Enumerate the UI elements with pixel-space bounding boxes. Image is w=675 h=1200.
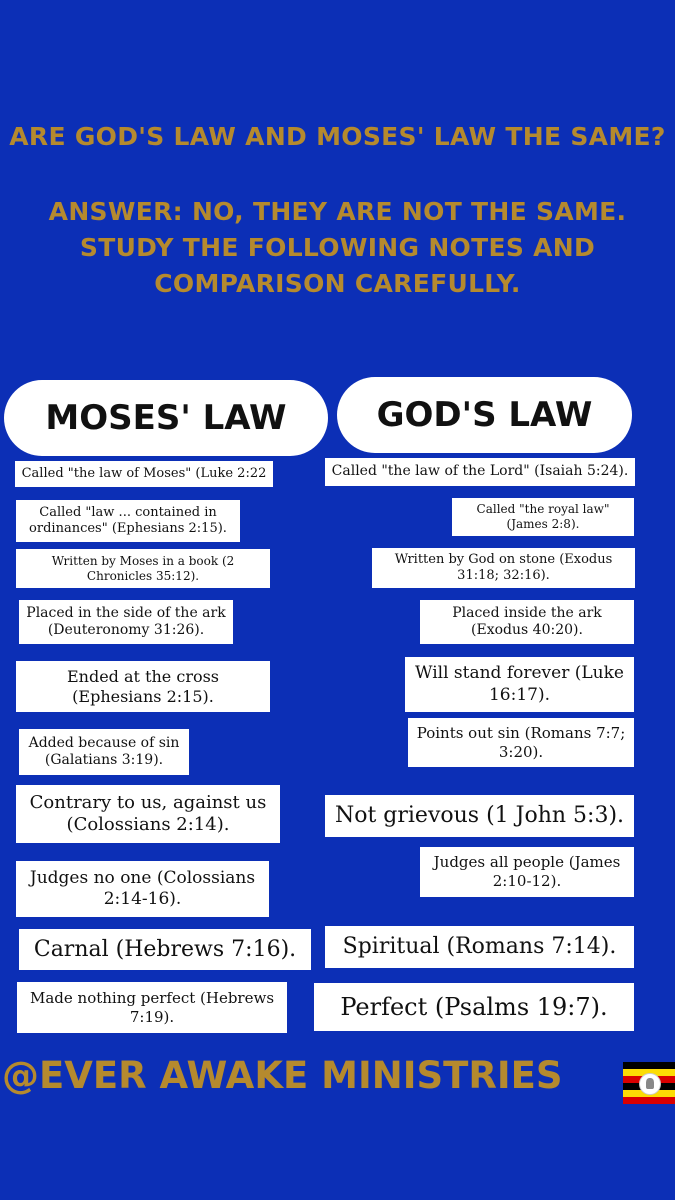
ministry-signature: @EVER AWAKE MINISTRIES bbox=[2, 1054, 563, 1097]
uganda-flag-icon bbox=[623, 1062, 675, 1104]
god-note: Placed inside the ark (Exodus 40:20). bbox=[420, 600, 634, 644]
moses-note: Called "the law of Moses" (Luke 2:22 bbox=[15, 461, 273, 487]
god-note: Perfect (Psalms 19:7). bbox=[314, 983, 634, 1031]
moses-note: Judges no one (Colossians 2:14-16). bbox=[16, 861, 269, 917]
god-note: Points out sin (Romans 7:7; 3:20). bbox=[408, 718, 634, 767]
moses-note: Ended at the cross (Ephesians 2:15). bbox=[16, 661, 270, 712]
moses-note: Written by Moses in a book (2 Chronicles 35:12). bbox=[16, 549, 270, 588]
moses-note: Carnal (Hebrews 7:16). bbox=[19, 929, 311, 970]
god-note: Judges all people (James 2:10-12). bbox=[420, 847, 634, 897]
god-note: Called "the royal law" (James 2:8). bbox=[452, 498, 634, 536]
answer-heading: ANSWER: NO, THEY ARE NOT THE SAME. STUDY THE FOLLOWING NOTES AND COMPARISON CAREFULLY. bbox=[48, 197, 627, 298]
god-note: Not grievous (1 John 5:3). bbox=[325, 795, 634, 837]
moses-note: Placed in the side of the ark (Deuteronomy 31:26). bbox=[19, 600, 233, 644]
god-note: Called "the law of the Lord" (Isaiah 5:24). bbox=[325, 458, 635, 486]
god-note: Spiritual (Romans 7:14). bbox=[325, 926, 634, 968]
moses-note: Added because of sin (Galatians 3:19). bbox=[19, 729, 189, 775]
question-heading: ARE GOD'S LAW AND MOSES' LAW THE SAME? bbox=[9, 122, 666, 151]
moses-note: Made nothing perfect (Hebrews 7:19). bbox=[17, 982, 287, 1033]
god-note: Written by God on stone (Exodus 31:18; 32:16). bbox=[372, 548, 635, 588]
moses-note: Contrary to us, against us (Colossians 2:14). bbox=[16, 785, 280, 843]
gods-law-header: GOD'S LAW bbox=[337, 377, 632, 453]
moses-law-header: MOSES' LAW bbox=[4, 380, 328, 456]
god-note: Will stand forever (Luke 16:17). bbox=[405, 657, 634, 712]
moses-note: Called "law ... contained in ordinances" (Ephesians 2:15). bbox=[16, 500, 240, 542]
